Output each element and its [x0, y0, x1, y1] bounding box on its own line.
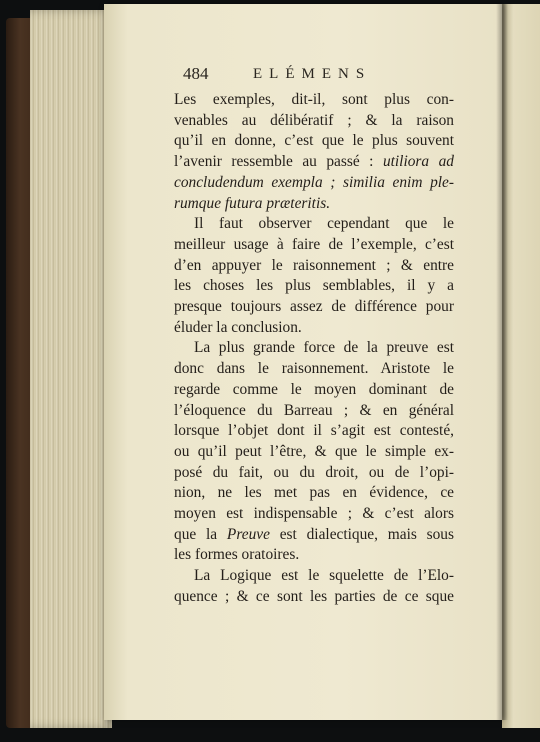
text-line — [174, 276, 454, 297]
text-line — [174, 380, 454, 401]
line-text: nion, ne les met pas en évidence, ce — [174, 484, 454, 502]
text-line — [174, 359, 454, 380]
line-text: venables au délibératif ; & la raison — [174, 111, 454, 129]
text-line — [174, 421, 454, 442]
line-text-continued: est dialectique, mais sous — [269, 525, 454, 543]
text-line — [174, 131, 454, 152]
text-line — [174, 111, 454, 132]
line-text: posé du fait, ou du droit, ou de l’opi- — [174, 463, 454, 481]
running-title: ELÉMENS — [253, 66, 372, 82]
text-line — [174, 214, 454, 235]
text-line — [174, 338, 454, 359]
text-line — [174, 483, 454, 504]
line-text: les choses les plus semblables, il y a — [174, 277, 454, 295]
text-line — [174, 235, 454, 256]
line-text: La Logique est le squelette de l’Elo- — [194, 567, 454, 585]
line-text: l’avenir ressemble au passé : — [174, 153, 383, 171]
line-text: qu’il en donne, c’est que le plus souvent — [174, 132, 454, 150]
body-text — [174, 90, 454, 608]
text-line — [174, 152, 454, 173]
text-line — [174, 442, 454, 463]
line-text: Les exemples, dit-il, sont plus con- — [174, 91, 454, 108]
line-text: La plus grande force de la preuve est — [194, 339, 454, 357]
text-line — [174, 401, 454, 422]
text-line — [174, 173, 454, 194]
text-line — [174, 297, 454, 318]
line-text: moyen est indispensable ; & c’est alors — [174, 505, 454, 523]
line-text: quence ; & ce sont les parties de ce sque — [174, 587, 454, 605]
line-text: que la — [174, 525, 227, 543]
line-text: d’en appuyer le raisonnement ; & entre — [174, 256, 454, 274]
text-line — [174, 587, 454, 608]
line-italic-text: utiliora ad — [382, 153, 454, 171]
line-italic-text: Preuve — [226, 525, 270, 543]
line-text: regarde comme le moyen dominant de — [174, 380, 454, 398]
text-line — [174, 504, 454, 525]
line-text: lorsque l’objet dont il s’agit est contesté, — [174, 422, 454, 440]
text-line — [174, 525, 454, 546]
line-text: éluder la conclusion. — [174, 318, 302, 336]
line-text: presque toujours assez de différence pour — [174, 298, 454, 316]
line-text: les formes oratoires. — [174, 546, 300, 564]
line-italic-text: concludendum exempla ; similia enim ple- — [174, 173, 454, 191]
text-line — [174, 256, 454, 277]
text-line — [174, 463, 454, 484]
page-stack-edges — [30, 10, 112, 728]
line-text: l’éloquence du Barreau ; & en général — [174, 401, 454, 419]
page-number: 484 — [183, 64, 209, 83]
gutter-shadow — [496, 4, 508, 720]
text-line — [174, 318, 454, 339]
line-text: ou qu’il peut l’être, & que le simple ex- — [174, 442, 454, 460]
text-line — [174, 545, 454, 566]
text-line — [174, 90, 454, 111]
line-text: donc dans le raisonnement. Aristote le — [174, 360, 454, 378]
page-header — [183, 64, 383, 88]
line-text: meilleur usage à faire de l’exemple, c’est — [174, 235, 454, 253]
line-italic-text: rumque futura præteritis. — [174, 194, 331, 212]
line-text: Il faut observer cependant que le — [194, 215, 454, 233]
text-line — [174, 194, 454, 215]
text-line — [174, 566, 454, 587]
